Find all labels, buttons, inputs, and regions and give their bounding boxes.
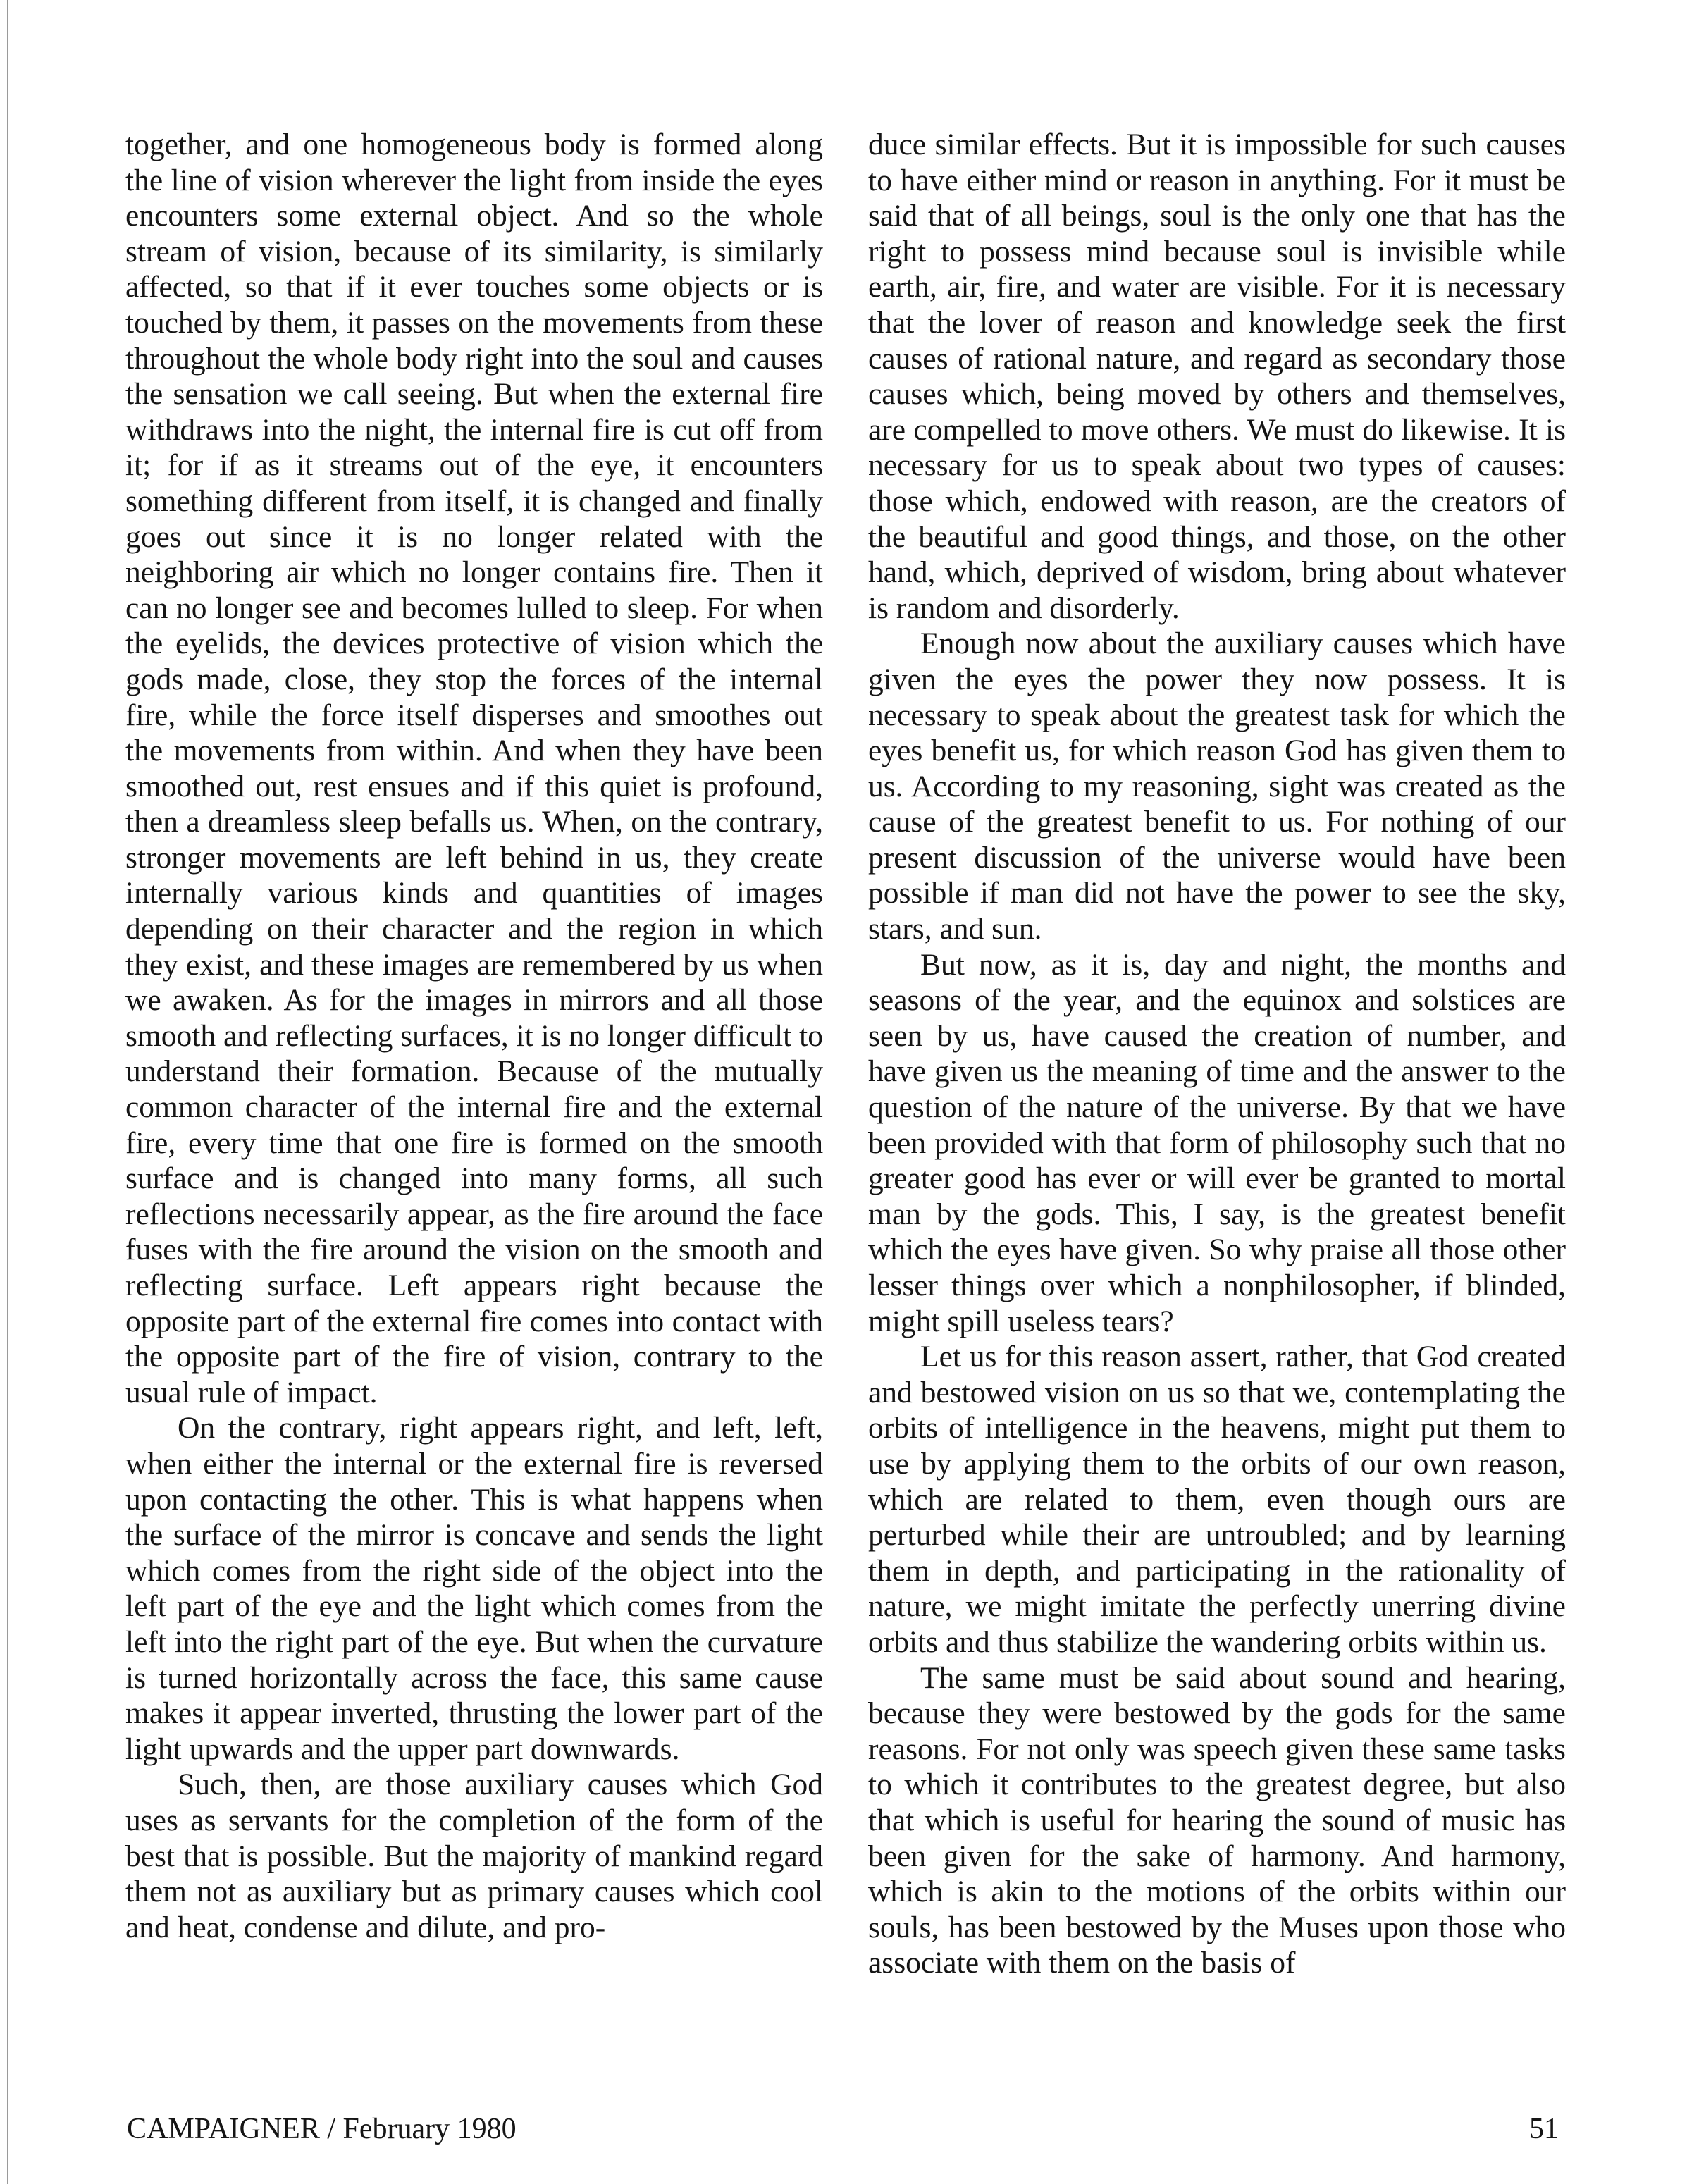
paragraph: On the contrary, right appears right, and left, left, when either the internal or the external fire is reversed upon contacting the other. This is what happens when the surface of the mirror is concave and sends the light which comes from the right side of the object into the left part of the eye and the light which comes from the left into the right part of the eye. But when the curvature is turned horizontally across the face, this same cause makes it appear inverted, thrusting the lower part of the light upwards and the upper part downwards.	[125, 1411, 823, 1766]
page-edge-line	[7, 0, 8, 2184]
paragraph: Enough now about the auxiliary causes which have given the eyes the power they now possess. It is necessary to speak about the greatest task for which the eyes benefit us, for which reason God has given them to us. According to my reasoning, sight was created as the cause of the greatest benefit to us. For nothing of our present discussion of the universe would have been possible if man did not have the power to see the sky, stars, and sun.	[868, 627, 1566, 946]
paragraph: duce similar effects. But it is impossible for such causes to have either mind or reason in anything. For it must be said that of all beings, soul is the only one that has the right to possess mind because soul is invisible while earth, air, fire, and water are visible. For it is necessary that the lover of reason and knowledge seek the first causes of rational nature, and regard as secondary those causes which, being moved by others and themselves, are compelled to move others. We must do likewise. It is necessary for us to speak about two types of causes: those which, endowed with reason, are the creators of the beautiful and good things, and those, on the other hand, which, deprived of wisdom, bring about whatever is random and disorderly.	[868, 128, 1566, 625]
paragraph: together, and one homogeneous body is formed along the line of vision wherever the light from inside the eyes encounters some external object. And so the whole stream of vision, because of its similarity, is similarly affected, so that if it ever touches some objects or is touched by them, it passes on the movements from these throughout the whole body right into the soul and causes the sensation we call seeing. But when the external fire withdraws into the night, the internal fire is cut off from it; for if as it streams out of the eye, it encounters something different from itself, it is changed and finally goes out since it is no longer related with the neighboring air which no longer contains fire. Then it can no longer see and becomes lulled to sleep. For when the eyelids, the devices protective of vision which the gods made, close, they stop the forces of the internal fire, while the force itself disperses and smoothes out the movements from within. And when they have been smoothed out, rest ensues and if this quiet is profound, then a dreamless sleep befalls us. When, on the contrary, stronger movements are left behind in us, they create internally various kinds and quantities of images depending on their character and the region in which they exist, and these images are remembered by us when we awaken. As for the images in mirrors and all those smooth and reflecting surfaces, it is no longer difficult to understand their formation. Because of the mutually common character of the internal fire and the external fire, every time that one fire is formed on the smooth surface and is changed into many forms, all such reflections necessarily appear, as the fire around the face fuses with the fire around the vision on the smooth and reflecting surface. Left appears right because the opposite part of the external fire comes into contact with the opposite part of the fire of vision, contrary to the usual rule of impact.	[125, 128, 823, 1409]
left-text-column	[125, 127, 823, 1945]
right-text-column	[868, 127, 1566, 1981]
publication-footer: CAMPAIGNER / February 1980	[127, 2113, 517, 2145]
paragraph: Such, then, are those auxiliary causes which God uses as servants for the completion of the form of the best that is possible. But the majority of mankind regard them not as auxiliary but as primary causes which cool and heat, condense and dilute, and pro-	[125, 1767, 823, 1944]
paragraph: Let us for this reason assert, rather, that God created and bestowed vision on us so that we, contemplating the orbits of intelligence in the heavens, might put them to use by applying them to the orbits of our own reason, which are related to them, even though ours are perturbed while their are untroubled; and by learning them in depth, and participating in the rationality of nature, we might imitate the perfectly unerring divine orbits and thus stabilize the wandering orbits within us.	[868, 1340, 1566, 1659]
paragraph: The same must be said about sound and hearing, because they were bestowed by the gods for the same reasons. For not only was speech given these same tasks to which it contributes to the greatest degree, but also that which is useful for hearing the sound of music has been given for the sake of harmony. And harmony, which is akin to the motions of the orbits within our souls, has been bestowed by the Muses upon those who associate with them on the basis of	[868, 1660, 1566, 1980]
page-number: 51	[1529, 2113, 1559, 2145]
paragraph: But now, as it is, day and night, the months and seasons of the year, and the equinox and solstices are seen by us, have caused the creation of number, and have given us the meaning of time and the answer to the question of the nature of the universe. By that we have been provided with that form of philosophy such that no greater good has ever or will ever be granted to mortal man by the gods. This, I say, is the greatest benefit which the eyes have given. So why praise all those other lesser things over which a nonphilosopher, if blinded, might spill useless tears?	[868, 947, 1566, 1338]
